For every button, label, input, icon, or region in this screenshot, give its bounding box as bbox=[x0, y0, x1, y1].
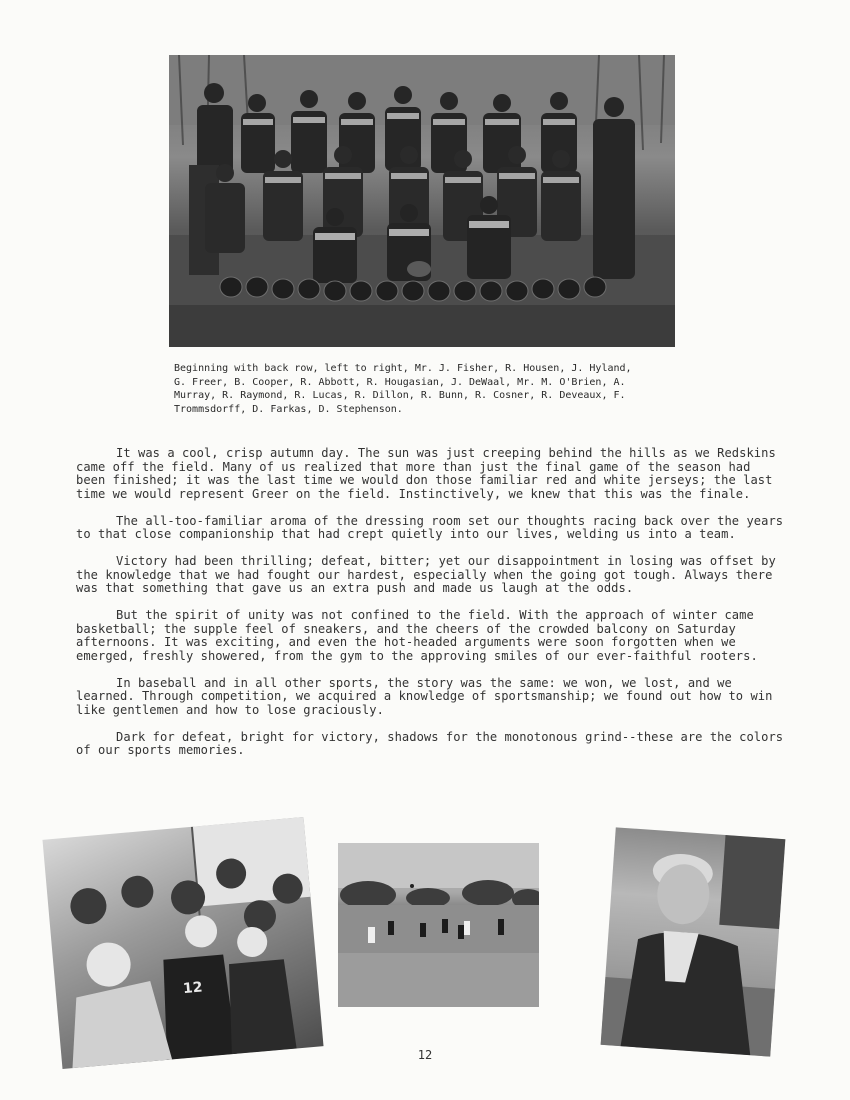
paragraph-colors: Dark for defeat, bright for victory, shadows for the monotonous grind--these are the colors of our sports memories. bbox=[76, 729, 784, 758]
football-team-photo bbox=[169, 55, 675, 347]
paragraph-final-game: It was a cool, crisp autumn day. The sun was just creeping behind the hills as we Redskins came off the field. Many of us realized that more than just the final game of the season had been finished; it was the last time we would don those familiar red and white jerseys; the last time we would represent Greer on the field. Instinctively, we knew that this was the finale. bbox=[76, 446, 776, 501]
page-number: 12 bbox=[417, 1048, 433, 1062]
paragraph-dressing-room: The all-too-familiar aroma of the dressing room set our thoughts racing back over the years to that close companionship that had crept quietly into our lives, welding us into a team. bbox=[76, 513, 784, 542]
photo-caption: Beginning with back row, left to right, Mr. J. Fisher, R. Housen, J. Hyland, G. Freer, B. Cooper, R. Abbott, R. Hougasian, J. DeWaal, Mr. M. O'Brien, A. Murray, R. Raymond, R. Lucas, R. Dillon, R. Bunn, R. Cosner, R. Deveaux, F. Trommsdorff, D. Farkas, D. Stephenson. bbox=[174, 363, 632, 415]
paragraph-baseball: In baseball and in all other sports, the story was the same: we won, we lost, and we learned. Through competition, we acquired a knowledge of sportsmanship; we found out how to win like gentlemen and how to lose graciously. bbox=[76, 675, 773, 717]
paragraph-victory-defeat: Victory had been thrilling; defeat, bitter; yet our disappointment in losing was offset by the knowledge that we had fought our hardest, especially when the going got tough. Always there was that something that gave us an extra push and made us laugh at the odds. bbox=[76, 554, 776, 596]
paragraph-basketball: But the spirit of unity was not confined to the field. With the approach of winter came basketball; the supple feel of sneakers, and the cheers of the crowded balcony on Saturday afternoons. It was exciting, and even the hot-headed arguments were soon forgotten when we emerged, freshly showered, from the gym to the approving smiles of our ever-faithful rooters. bbox=[76, 608, 758, 663]
article-body bbox=[76, 447, 786, 772]
jersey-number: 12 bbox=[182, 979, 204, 998]
football-game-photo bbox=[338, 843, 539, 1007]
locker-room-photo bbox=[42, 817, 323, 1069]
coach-portrait-photo bbox=[601, 827, 786, 1056]
